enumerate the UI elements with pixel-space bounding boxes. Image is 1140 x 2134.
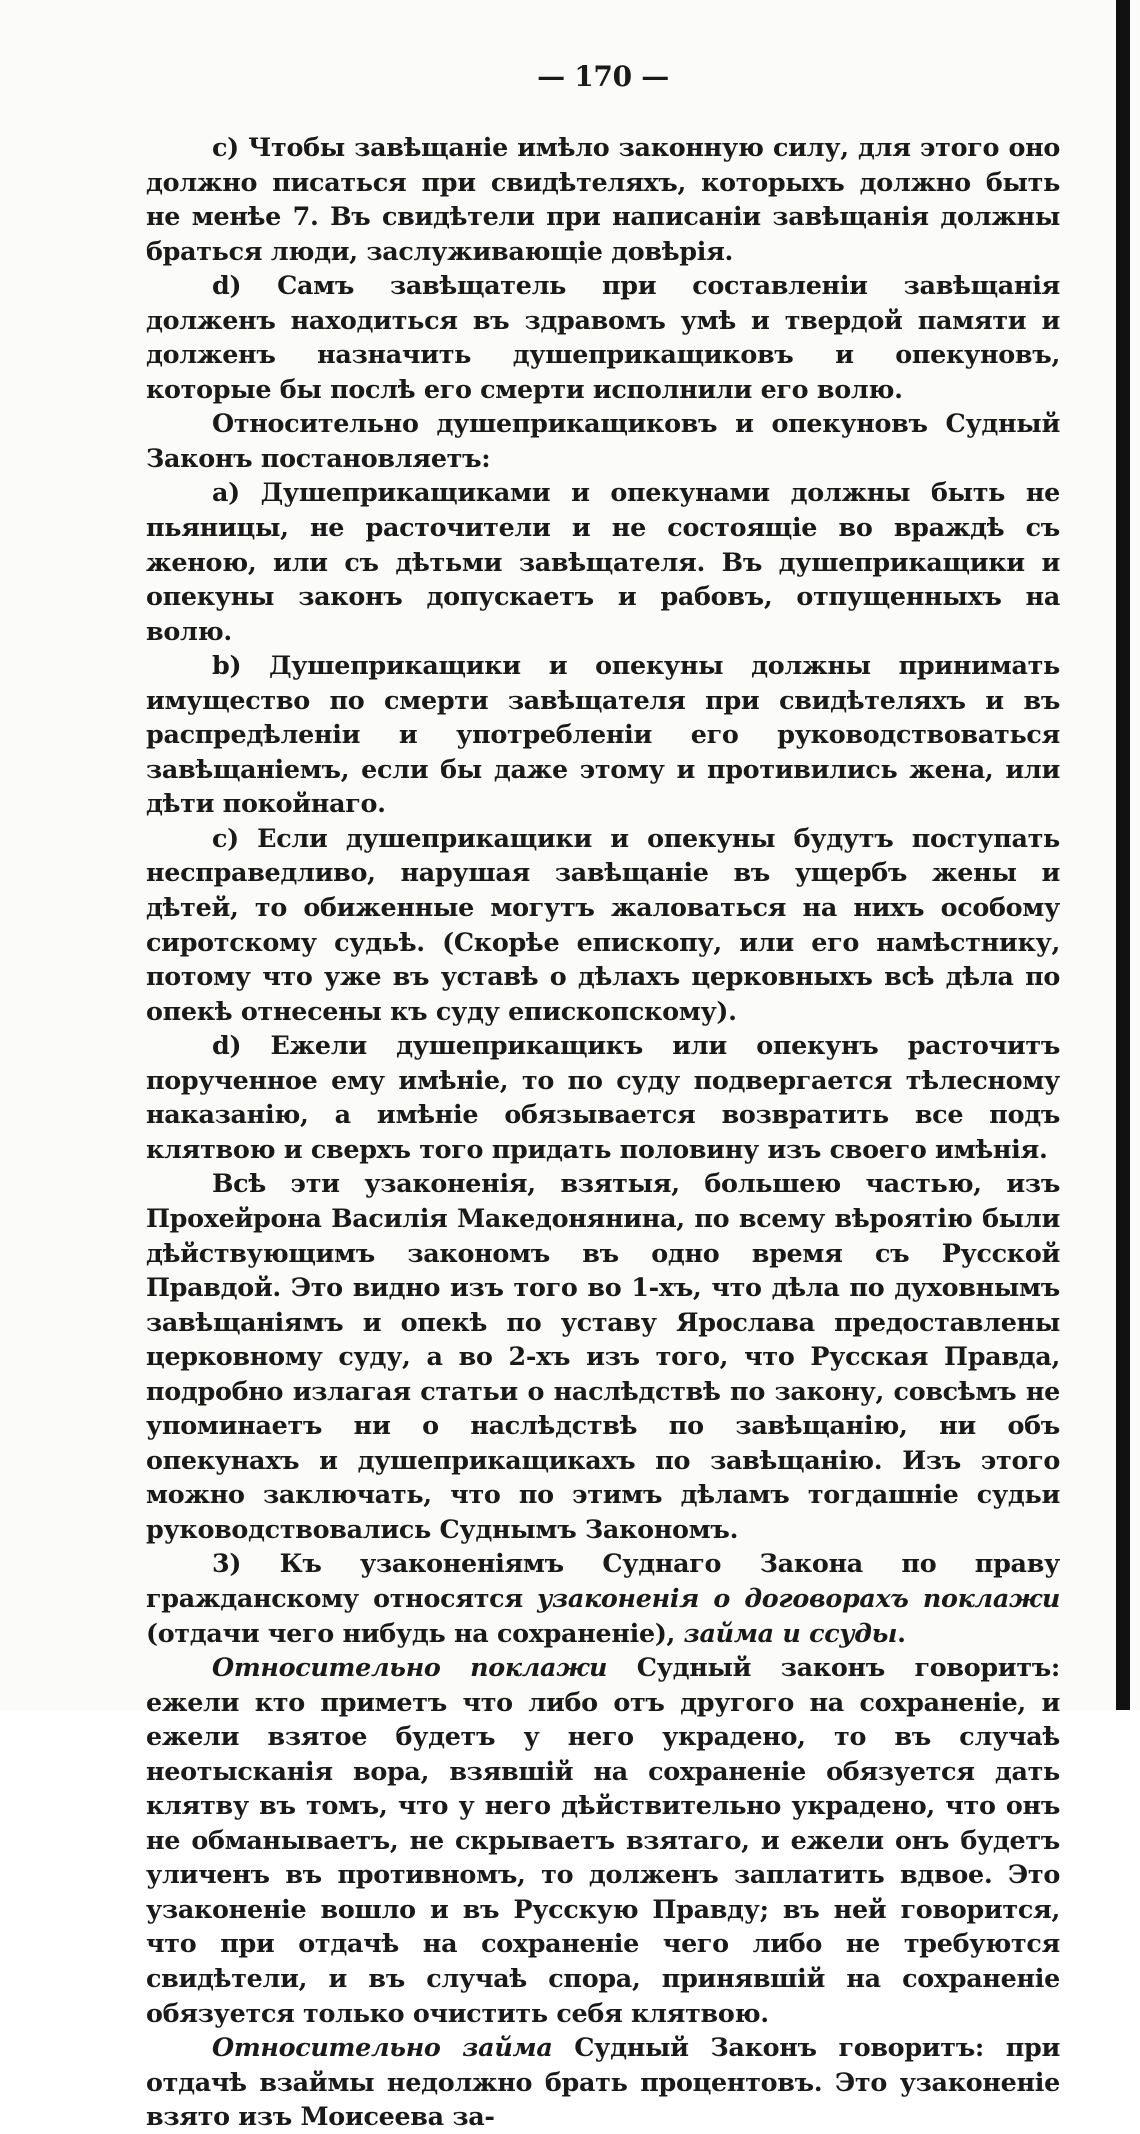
paragraph-c-will-witnesses: c) Чтобы завѣщаніе имѣло законную силу, для этого оно должно писаться при свидѣтеляхъ, которыхъ должно быть не менѣе 7. Въ свидѣтели при написаніи завѣщанія должны браться люди, заслуживающіе довѣрія. bbox=[146, 132, 1060, 266]
paragraph-prochiron-commentary: Всѣ эти узаконенія, взятыя, большею частью, изъ Прохейрона Василія Македонянина, по всему вѣроятію были дѣйствующимъ закономъ въ одно время съ Русской Правдой. Это видно изъ того во 1-хъ, что дѣла по духовнымъ завѣщаніямъ и опекѣ по уставу Ярослава предоставлены церковному суду, а во 2-хъ изъ того, что Русская Правда, подробно излагая статьи о наслѣдствѣ по закону, совсѣмъ не упоминаетъ ни о наслѣдствѣ по завѣщанію, ни объ опекунахъ и душеприкащикахъ по завѣщанію. Изъ этого можно заключать, что по этимъ дѣламъ тогдашніе судьи руководствовались Суднымъ Закономъ. bbox=[146, 1168, 1060, 1544]
paragraph-loan-text: Судный Законъ говоритъ: при отдачѣ взаймы недолжно брать процентовъ. Это узаконеніе взято изъ Моисеева за- bbox=[146, 2032, 1060, 2132]
paragraph-3-text-after: . bbox=[897, 1617, 906, 1648]
page-number: — 170 — bbox=[537, 60, 669, 93]
page-text-block bbox=[146, 60, 1060, 2134]
paragraph-loan-italic-lead: Относительно займа bbox=[212, 2032, 553, 2063]
paragraph-deposit-text: Судный законъ говоритъ: ежели кто приметъ что либо отъ другого на сохраненіе, и ежели взятое будетъ у него украдено, то въ случаѣ неотысканія вора, взявшій на сохраненіе обязуется дать клятву въ томъ, что у него дѣйствительно украдено, что онъ не обманываетъ, не скрываетъ взятаго, и ежели онъ будетъ уличенъ въ противномъ, то долженъ заплатить вдвое. Это узаконеніе вошло и въ Русскую Правду; въ ней говорится, что при отдачѣ на сохраненіе чего либо не требуются свидѣтели, и въ случаѣ спора, принявшій на сохраненіе обязуется только очистить себя клятвою. bbox=[146, 1652, 1060, 2028]
page-edge-shadow bbox=[1116, 0, 1130, 1710]
paragraph-d-testator-sound-mind: d) Самъ завѣщатель при составленіи завѣщанія долженъ находиться въ здравомъ умѣ и твердой памяти и долженъ назначить душеприкащиковъ и опекуновъ, которые бы послѣ его смерти исполнили его волю. bbox=[146, 270, 1060, 404]
paragraph-3-text-middle: (отдачи чего нибудь на сохраненіе), bbox=[146, 1617, 684, 1648]
paragraph-3-italic-deposit-contracts: узаконенія о договорахъ поклажи bbox=[537, 1582, 1061, 1613]
paragraph-a-executors-requirements: a) Душеприкащиками и опекунами должны быть не пьяницы, не расточители и не состоящіе во враждѣ съ женою, или съ дѣтьми завѣщателя. Въ душеприкащики и опекуны законъ допускаетъ и рабовъ, отпущенныхъ на волю. bbox=[146, 477, 1060, 646]
paragraph-b-executors-duties: b) Душеприкащики и опекуны должны принимать имущество по смерти завѣщателя при свидѣтеляхъ и въ распредѣленіи и употребленіи его руководствоваться завѣщаніемъ, если бы даже этому и противились жена, или дѣти покойнаго. bbox=[146, 650, 1060, 819]
paragraph-loan bbox=[146, 2030, 1060, 2134]
paragraph-deposit bbox=[146, 1650, 1060, 2030]
paragraph-3-text-before: 3) Къ узаконеніямъ Суднаго Закона по праву гражданскому относятся bbox=[146, 1548, 1060, 1613]
paragraph-deposit-italic-lead: Относительно поклажи bbox=[212, 1652, 608, 1683]
paragraph-d-squandering: d) Ежели душеприкащикъ или опекунъ расточитъ порученное ему имѣніе, то по суду подвергается тѣлесному наказанію, а имѣніе обязывается возвратить все подъ клятвою и сверхъ того придать половину изъ своего имѣнія. bbox=[146, 1030, 1060, 1164]
paragraph-executors-intro: Относительно душеприкащиковъ и опекуновъ Судный Законъ постановляетъ: bbox=[146, 408, 1060, 473]
paragraph-c-complaints: c) Если душеприкащики и опекуны будутъ поступать несправедливо, нарушая завѣщаніе въ ущербъ жены и дѣтей, то обиженные могутъ жаловаться на нихъ особому сиротскому судьѣ. (Скорѣе епископу, или его намѣстнику, потому что уже въ уставѣ о дѣлахъ церковныхъ всѣ дѣла по опекѣ отнесены къ суду епископскому). bbox=[146, 822, 1060, 1026]
paragraph-3-italic-loan-and-lending: займа и ссуды bbox=[683, 1617, 898, 1648]
paragraph-3-civil-law-contracts bbox=[146, 1546, 1060, 1650]
